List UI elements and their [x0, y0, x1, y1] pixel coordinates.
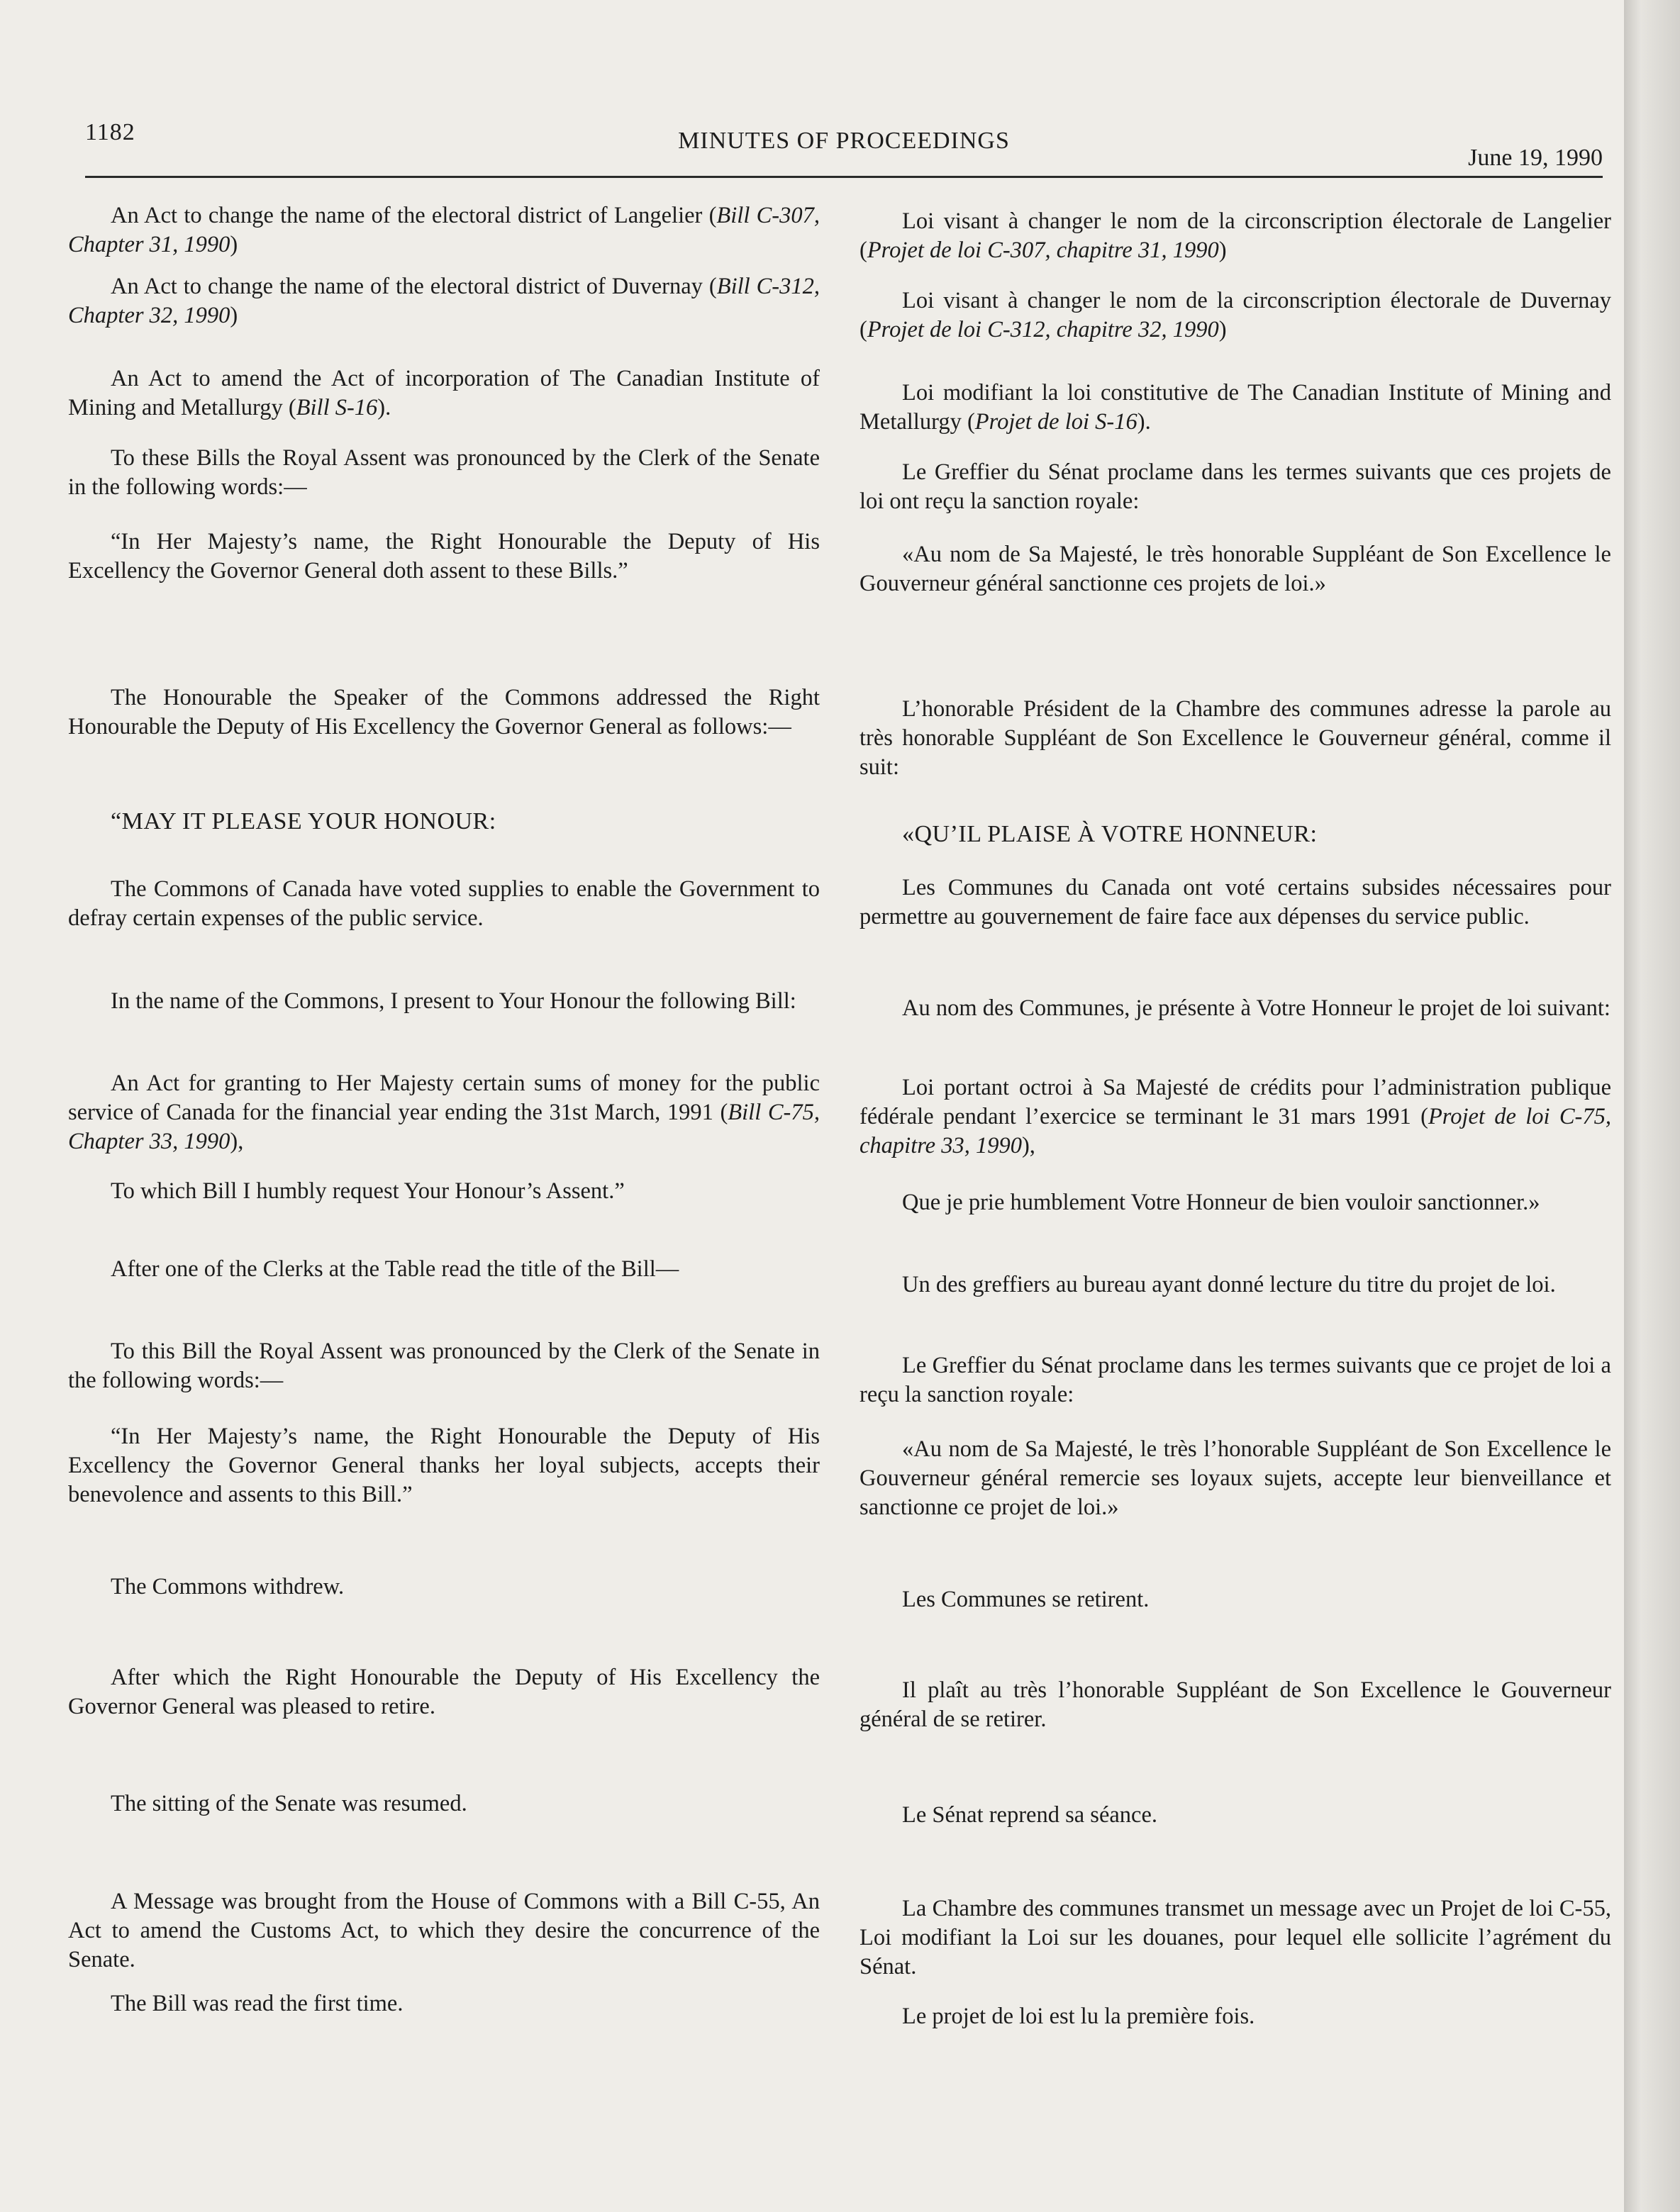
paragraph-fr-19: Le projet de loi est lu la première fois.	[902, 2004, 1255, 2029]
running-title: MINUTES OF PROCEEDINGS	[678, 128, 1010, 154]
paragraph-fr-1: Loi visant à changer le nom de la circonscription électorale de Langelier (Projet de loi C-307, chapitre 31, 1990)	[860, 208, 1611, 263]
paragraph-en-7: “MAY IT PLEASE YOUR HONOUR:	[111, 808, 496, 834]
paragraph-en-12: After one of the Clerks at the Table read the title of the Bill—	[111, 1256, 679, 1282]
paragraph-fr-12: Un des greffiers au bureau ayant donné lecture du titre du projet de loi.	[902, 1272, 1556, 1297]
page-header	[85, 119, 1603, 176]
paragraph-fr-4: Le Greffier du Sénat proclame dans les termes suivants que ces projets de loi ont reçu la sanction royale:	[860, 459, 1611, 514]
paragraph-en-6: The Honourable the Speaker of the Commons addressed the Right Honourable the Deputy of His Excellency the Governor General as follows:—	[68, 685, 820, 739]
paragraph-en-9: In the name of the Commons, I present to Your Honour the following Bill:	[111, 988, 796, 1014]
paragraph-en-2: An Act to change the name of the electoral district of Duvernay (Bill C-312, Chapter 32, 1990)	[68, 274, 820, 328]
paragraph-fr-2: Loi visant à changer le nom de la circonscription électorale de Duvernay (Projet de loi C-312, chapitre 32, 1990)	[860, 288, 1611, 342]
header-rule	[85, 176, 1603, 178]
paragraph-en-3: An Act to amend the Act of incorporation of The Canadian Institute of Mining and Metallurgy (Bill S-16).	[68, 366, 820, 420]
paragraph-en-15: The Commons withdrew.	[111, 1574, 345, 1599]
paragraph-en-5: “In Her Majesty’s name, the Right Honourable the Deputy of His Excellency the Governor General doth assent to these Bills.”	[68, 529, 820, 583]
paragraph-fr-9: Au nom des Communes, je présente à Votre Honneur le projet de loi suivant:	[902, 995, 1611, 1021]
paragraph-en-17: The sitting of the Senate was resumed.	[111, 1791, 467, 1816]
paragraph-en-18: A Message was brought from the House of Commons with a Bill C-55, An Act to amend the Customs Act, to which they desire the concurrence of the Senate.	[68, 1889, 820, 1972]
paragraph-fr-5: «Au nom de Sa Majesté, le très honorable Suppléant de Son Excellence le Gouverneur général sanctionne ces projets de loi.»	[860, 542, 1611, 596]
paragraph-fr-10: Loi portant octroi à Sa Majesté de crédits pour l’administration publique fédérale pendant l’exercice se terminant le 31 mars 1991 (Projet de loi C-75, chapitre 33, 1990),	[860, 1075, 1612, 1158]
paragraph-en-8: The Commons of Canada have voted supplies to enable the Government to defray certain expenses of the public service.	[68, 876, 820, 931]
paragraph-fr-7: «QU’IL PLAISE À VOTRE HONNEUR:	[902, 821, 1318, 847]
paragraph-en-13: To this Bill the Royal Assent was pronounced by the Clerk of the Senate in the following words:—	[68, 1339, 820, 1393]
paragraph-fr-17: Le Sénat reprend sa séance.	[902, 1802, 1158, 1828]
paragraph-en-1: An Act to change the name of the electoral district of Langelier (Bill C-307, Chapter 31, 1990)	[68, 203, 820, 257]
paragraph-fr-13: Le Greffier du Sénat proclame dans les termes suivants que ce projet de loi a reçu la sanction royale:	[860, 1353, 1611, 1407]
paragraph-en-4: To these Bills the Royal Assent was pronounced by the Clerk of the Senate in the following words:—	[68, 445, 820, 500]
paragraph-fr-16: Il plaît au très l’honorable Suppléant de Son Excellence le Gouverneur général de se retirer.	[860, 1677, 1611, 1732]
page-number: 1182	[85, 119, 135, 145]
paragraph-fr-11: Que je prie humblement Votre Honneur de bien vouloir sanctionner.»	[902, 1190, 1540, 1215]
paragraph-fr-8: Les Communes du Canada ont voté certains subsides nécessaires pour permettre au gouvernement de faire face aux dépenses du service public.	[860, 875, 1611, 929]
paragraph-fr-6: L’honorable Président de la Chambre des communes adresse la parole au très honorable Suppléant de Son Excellence le Gouverneur général, comme il suit:	[860, 696, 1611, 780]
paragraph-fr-14: «Au nom de Sa Majesté, le très l’honorable Suppléant de Son Excellence le Gouverneur général remercie ses loyaux sujets, accepte leur bienveillance et sanctionne ce projet de loi.»	[860, 1436, 1611, 1520]
header-date: June 19, 1990	[1468, 145, 1603, 171]
paragraph-fr-18: La Chambre des communes transmet un message avec un Projet de loi C-55, Loi modifiant la Loi sur les douanes, pour lequel elle sollicite l’agrément du Sénat.	[860, 1896, 1611, 1979]
paragraph-en-19: The Bill was read the first time.	[111, 1991, 404, 2016]
paragraph-fr-15: Les Communes se retirent.	[902, 1587, 1150, 1612]
paragraph-fr-3: Loi modifiant la loi constitutive de The Canadian Institute of Mining and Metallurgy (Projet de loi S-16).	[860, 380, 1611, 435]
paragraph-en-14: “In Her Majesty’s name, the Right Honourable the Deputy of His Excellency the Governor General thanks her loyal subjects, accepts their benevolence and assents to this Bill.”	[68, 1424, 820, 1507]
paragraph-en-16: After which the Right Honourable the Deputy of His Excellency the Governor General was pleased to retire.	[68, 1665, 820, 1719]
paragraph-en-11: To which Bill I humbly request Your Honour’s Assent.”	[111, 1178, 625, 1204]
page-edge	[1624, 0, 1680, 2212]
paragraph-en-10: An Act for granting to Her Majesty certain sums of money for the public service of Canada for the financial year ending the 31st March, 1991 (Bill C-75, Chapter 33, 1990),	[68, 1071, 820, 1154]
